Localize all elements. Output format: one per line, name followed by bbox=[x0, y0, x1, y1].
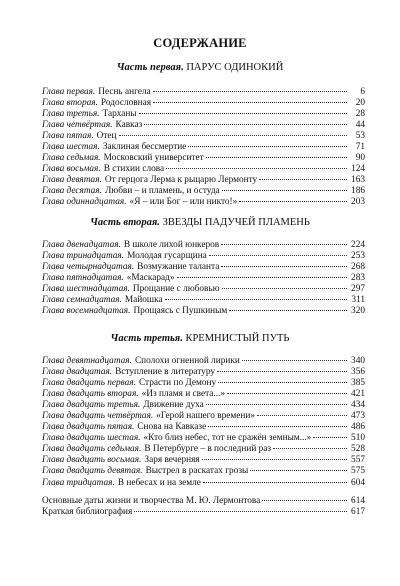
chapter-label: Глава восьмая. bbox=[42, 164, 101, 175]
page-number: 283 bbox=[351, 273, 365, 284]
part-label: Часть вторая. bbox=[90, 217, 160, 228]
dot-leader bbox=[259, 179, 347, 180]
dot-leader bbox=[188, 146, 347, 147]
dot-leader bbox=[222, 190, 347, 191]
toc-entry[interactable] bbox=[42, 411, 365, 422]
chapter-label: Глава шестая. bbox=[42, 142, 100, 153]
appendix-list bbox=[42, 496, 365, 518]
chapter-label: Глава двадцать шестая. bbox=[42, 433, 141, 444]
appendix-title: Краткая библиография bbox=[42, 507, 133, 518]
dot-leader bbox=[144, 124, 347, 125]
page-number: 71 bbox=[355, 142, 365, 153]
chapter-label: Глава двадцать вторая. bbox=[42, 389, 139, 400]
toc-entry[interactable] bbox=[42, 197, 365, 208]
appendix-title: Основные даты жизни и творчества М. Ю. Лермонтова bbox=[42, 496, 261, 506]
chapter-list bbox=[42, 240, 365, 317]
part-heading bbox=[0, 333, 400, 344]
toc-entry[interactable] bbox=[42, 109, 365, 120]
dot-leader bbox=[177, 277, 347, 278]
toc-entry[interactable] bbox=[42, 400, 365, 411]
chapter-title: Сполохи огненной лирики bbox=[134, 356, 240, 366]
dot-leader bbox=[250, 470, 347, 471]
page-number: 163 bbox=[351, 175, 365, 186]
toc-entry[interactable] bbox=[42, 306, 365, 317]
toc-entry[interactable] bbox=[42, 164, 365, 175]
toc-entry[interactable] bbox=[42, 153, 365, 164]
chapter-label: Глава седьмая. bbox=[42, 153, 101, 164]
dot-leader bbox=[202, 459, 347, 460]
chapter-title: Майошка bbox=[124, 295, 163, 306]
chapter-title: Песнь ангела bbox=[98, 87, 151, 97]
chapter-label: Глава семнадцатая. bbox=[42, 295, 122, 306]
toc-entry[interactable] bbox=[42, 422, 365, 433]
page-number: 473 bbox=[351, 411, 365, 422]
chapter-title: Движение духа bbox=[143, 400, 204, 411]
chapter-title: Прощание с любовью bbox=[132, 284, 220, 295]
chapter-title: В Петербурге – в последний раз bbox=[144, 444, 272, 455]
page-number: 617 bbox=[351, 507, 365, 518]
page-number: 90 bbox=[355, 153, 365, 164]
toc-entry[interactable] bbox=[42, 262, 365, 273]
part-name: ПАРУС ОДИНОКИЙ bbox=[183, 62, 284, 73]
chapter-label: Глава тринадцатая. bbox=[42, 251, 125, 262]
toc-entry[interactable] bbox=[42, 444, 365, 455]
chapter-label: Глава вторая. bbox=[42, 98, 98, 109]
chapter-title: От герцога Лерма к рыцарю Лермонту bbox=[104, 175, 258, 186]
toc-entry[interactable] bbox=[42, 507, 365, 518]
chapter-list bbox=[42, 87, 365, 209]
chapter-title: Московский университет bbox=[103, 153, 204, 164]
toc-entry[interactable] bbox=[42, 251, 365, 262]
page-number: 124 bbox=[351, 164, 365, 175]
chapter-list bbox=[42, 356, 365, 489]
chapter-label: Глава тридцатая. bbox=[42, 477, 115, 488]
dot-leader bbox=[229, 310, 347, 311]
dot-leader bbox=[208, 426, 347, 427]
chapter-title: «Кто близ небес, тот не сражён земным...» bbox=[143, 433, 312, 444]
toc-entry[interactable] bbox=[42, 295, 365, 306]
toc-entry[interactable] bbox=[42, 367, 365, 378]
dot-leader bbox=[257, 415, 347, 416]
chapter-title: Тарханы bbox=[102, 109, 137, 120]
page-number: 44 bbox=[355, 120, 365, 131]
chapter-label: Глава двадцать пятая. bbox=[42, 422, 135, 433]
dot-leader bbox=[242, 360, 347, 361]
chapter-label: Глава шестнадцатая. bbox=[42, 284, 130, 295]
dot-leader bbox=[273, 448, 347, 449]
toc-entry[interactable] bbox=[42, 273, 365, 284]
toc-entry[interactable] bbox=[42, 455, 365, 466]
chapter-label: Глава пятая. bbox=[42, 131, 94, 142]
chapter-title: Заклиная бессмертие bbox=[102, 142, 187, 153]
chapter-label: Глава девятнадцатая. bbox=[42, 356, 132, 366]
dot-leader bbox=[218, 382, 347, 383]
part-name: КРЕМНИСТЫЙ ПУТЬ bbox=[182, 333, 290, 344]
toc-entry[interactable] bbox=[42, 142, 365, 153]
chapter-title: Вступление в литературу bbox=[115, 367, 215, 378]
page-number: 614 bbox=[351, 496, 365, 506]
chapter-label: Глава двадцать девятая. bbox=[42, 466, 143, 477]
toc-entry[interactable] bbox=[42, 131, 365, 142]
dot-leader bbox=[139, 113, 347, 114]
chapter-title: Страсти по Демону bbox=[138, 378, 217, 389]
chapter-label: Глава двадцать третья. bbox=[42, 400, 141, 411]
page-number: 268 bbox=[351, 262, 365, 273]
chapter-label: Глава двадцать восьмая. bbox=[42, 455, 142, 466]
page-number: 20 bbox=[355, 98, 365, 109]
dot-leader bbox=[153, 102, 347, 103]
chapter-title: Заря вечерняя bbox=[144, 455, 200, 466]
page-number: 53 bbox=[355, 131, 365, 142]
page-number: 320 bbox=[351, 306, 365, 317]
page-number: 356 bbox=[351, 367, 365, 378]
page-number: 203 bbox=[351, 197, 365, 208]
toc-entry[interactable] bbox=[42, 496, 365, 507]
chapter-title: Кавказ bbox=[115, 120, 143, 131]
toc-entry[interactable] bbox=[42, 356, 365, 367]
toc-entry[interactable] bbox=[42, 87, 365, 98]
chapter-title: В школе лихой юнкеров bbox=[123, 240, 220, 250]
toc-entry[interactable] bbox=[42, 175, 365, 186]
dot-leader bbox=[313, 437, 347, 438]
chapter-label: Глава девятая. bbox=[42, 175, 102, 186]
chapter-label: Глава двадцать седьмая. bbox=[42, 444, 142, 455]
part-label: Часть третья. bbox=[110, 333, 183, 344]
part-name: ЗВЕЗДЫ ПАДУЧЕЙ ПЛАМЕНЬ bbox=[159, 217, 310, 228]
dot-leader bbox=[239, 201, 347, 202]
chapter-label: Глава двенадцатая. bbox=[42, 240, 121, 250]
page-number: 224 bbox=[351, 240, 365, 250]
dot-leader bbox=[227, 393, 347, 394]
chapter-label: Глава восемнадцатая. bbox=[42, 306, 131, 317]
page-number: 385 bbox=[351, 378, 365, 389]
page-number: 340 bbox=[351, 356, 365, 366]
part-label: Часть первая. bbox=[116, 62, 184, 73]
part-heading bbox=[0, 62, 400, 73]
chapter-label: Глава одиннадцатая. bbox=[42, 197, 127, 208]
toc-entry[interactable] bbox=[42, 186, 365, 197]
page-number: 434 bbox=[351, 400, 365, 411]
chapter-label: Глава первая. bbox=[42, 87, 96, 97]
page-number: 253 bbox=[351, 251, 365, 262]
toc-entry[interactable] bbox=[42, 466, 365, 477]
chapter-label: Глава третья. bbox=[42, 109, 100, 120]
chapter-label: Глава десятая. bbox=[42, 186, 102, 197]
toc-entry[interactable] bbox=[42, 98, 365, 109]
dot-leader bbox=[166, 168, 347, 169]
toc-entry[interactable] bbox=[42, 240, 365, 251]
dot-leader bbox=[206, 404, 347, 405]
chapter-label: Глава двадцатая. bbox=[42, 367, 113, 378]
page-number: 604 bbox=[351, 477, 365, 488]
dot-leader bbox=[134, 511, 347, 512]
chapter-title: «Из пламя и света...» bbox=[141, 389, 226, 400]
chapter-title: Снова на Кавказе bbox=[137, 422, 207, 433]
chapter-label: Глава двадцать четвёртая. bbox=[42, 411, 154, 422]
part-heading bbox=[0, 217, 400, 228]
chapter-title: Выстрел в раскатах грозы bbox=[145, 466, 249, 477]
toc-entry[interactable] bbox=[42, 478, 365, 489]
page-number: 421 bbox=[351, 389, 365, 400]
dot-leader bbox=[221, 266, 347, 267]
chapter-title: Родословная bbox=[100, 98, 152, 109]
page-number: 557 bbox=[351, 455, 365, 466]
page-number: 528 bbox=[351, 444, 365, 455]
chapter-title: Отец bbox=[96, 131, 117, 142]
toc-entry[interactable] bbox=[42, 433, 365, 444]
page-number: 186 bbox=[351, 186, 365, 197]
dot-leader bbox=[203, 482, 347, 483]
chapter-title: «Маскарад» bbox=[126, 273, 175, 284]
toc-entry[interactable] bbox=[42, 389, 365, 400]
dot-leader bbox=[217, 371, 347, 372]
toc-entry[interactable] bbox=[42, 120, 365, 131]
page-number: 6 bbox=[360, 87, 365, 97]
page-number: 297 bbox=[351, 284, 365, 295]
page-title: СОДЕРЖАНИЕ bbox=[153, 36, 247, 50]
chapter-title: В стихии слова bbox=[103, 164, 165, 175]
chapter-title: «Герой нашего времени» bbox=[156, 411, 255, 422]
chapter-title: Любви – и пламень, и остуда bbox=[104, 186, 220, 197]
chapter-label: Глава пятнадцатая. bbox=[42, 273, 124, 284]
page-number: 575 bbox=[351, 466, 365, 477]
page-number: 28 bbox=[355, 109, 365, 120]
dot-leader bbox=[153, 91, 347, 92]
dot-leader bbox=[262, 500, 347, 501]
chapter-title: Возмужание таланта bbox=[137, 262, 220, 273]
dot-leader bbox=[222, 288, 347, 289]
toc-entry[interactable] bbox=[42, 284, 365, 295]
chapter-title: «Я – или Бог – или никто!» bbox=[129, 197, 238, 208]
dot-leader bbox=[119, 135, 347, 136]
chapter-label: Глава двадцать первая. bbox=[42, 378, 136, 389]
page-number: 311 bbox=[351, 295, 365, 306]
dot-leader bbox=[165, 299, 347, 300]
dot-leader bbox=[221, 244, 347, 245]
toc-entry[interactable] bbox=[42, 378, 365, 389]
chapter-title: В небесах и на земле bbox=[117, 477, 201, 488]
chapter-label: Глава четвёртая. bbox=[42, 120, 113, 131]
page-number: 510 bbox=[351, 433, 365, 444]
dot-leader bbox=[206, 157, 347, 158]
dot-leader bbox=[209, 255, 347, 256]
chapter-label: Глава четырнадцатая. bbox=[42, 262, 135, 273]
page-number: 486 bbox=[351, 422, 365, 433]
chapter-title: Молодая гусарщина bbox=[127, 251, 207, 262]
chapter-title: Прощаясь с Пушкиным bbox=[133, 306, 228, 317]
